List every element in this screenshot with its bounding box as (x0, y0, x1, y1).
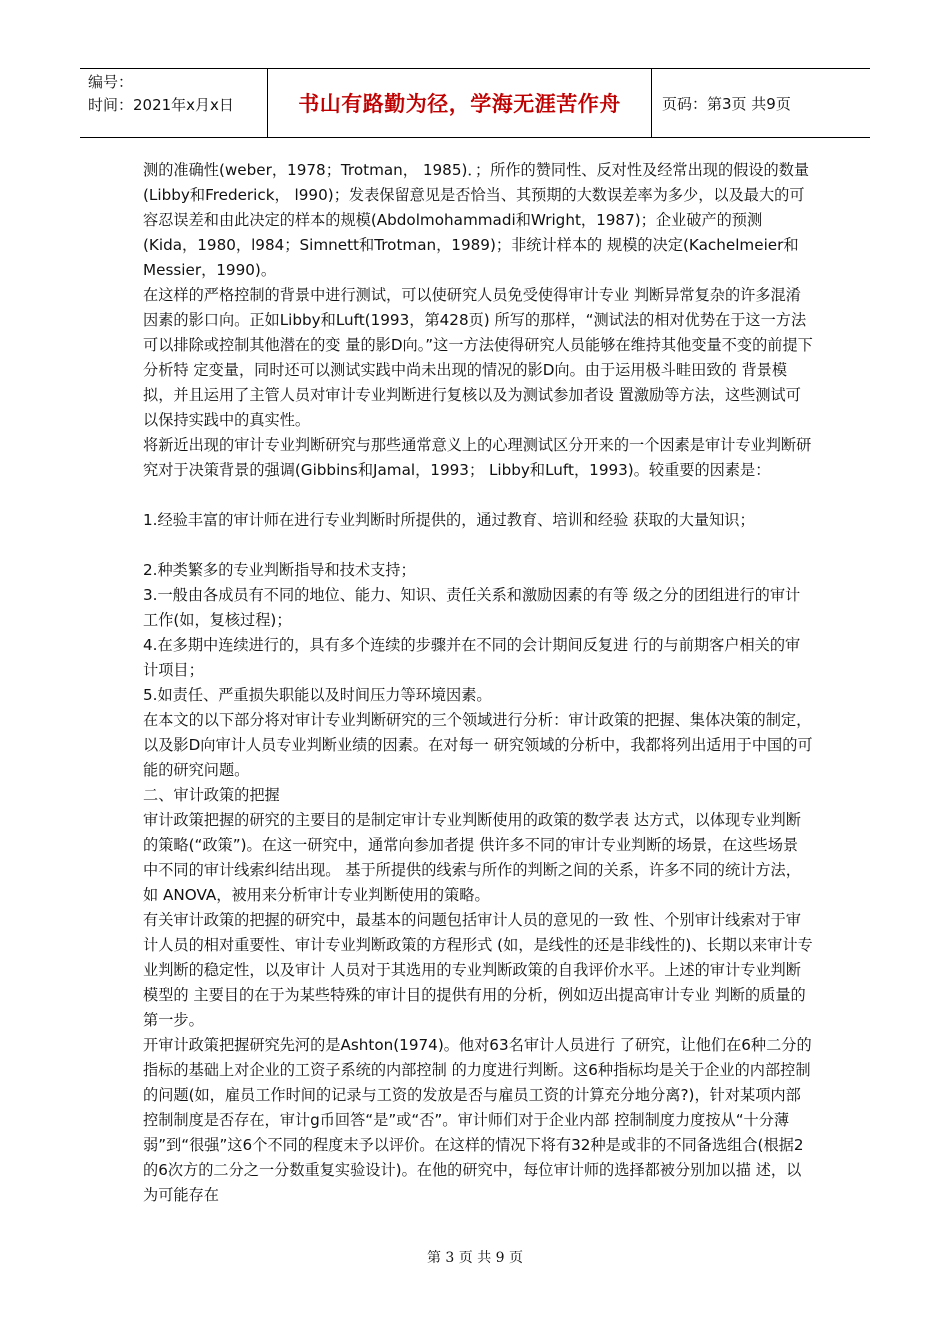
list-item: 2.种类繁多的专业判断指导和技术支持； (143, 561, 416, 579)
body-paragraph: 开审计政策把握研究先河的是Ashton(1974)。他对63名审计人员进行 了研究，让他们在6种二分的指标的基础上对企业的工资子系统的内部控制 的力度进行判断。这6种指标均是关于企业的内部控制的问题(如，雇员工作时间的记录与工资的发放是否与雇员工资的计算充分地分离?)，针对某项内部控制制度是否存在，审计g币回答“是”或“否”。审计师们对于企业内部 控制制度力度按从“十分薄弱”到“很强”这6个不同的程度末予以评价。在这样的情况下将有32种是或非的不同备选组合(根据2的6次方的二分之一分数重复实验设计)。在他的研究中，每位审计师的选择都被分别加以描 述，以为可能存在 (143, 1036, 812, 1204)
body-paragraph: 在这样的严格控制的背景中进行测试，可以使研究人员免受使得审计专业 判断异常复杂的许多混淆因素的影口向。正如Libby和Luft(1993，第428页) 所写的那样，“测试法的相对优势在于这一方法可以排除或控制其他潜在的变 量的影D向。”这一方法使得研究人员能够在维持其他变量不变的前提下分析特 定变量，同时还可以测试实践中尚未出现的情况的影D向。由于运用极斗畦田致的 背景模拟，并且运用了主管人员对审计专业判断进行复核以及为测试参加者设 置激励等方法，这些测试可以保持实践中的真实性。 (143, 286, 813, 429)
list-item: 5.如责任、严重损失职能以及时间压力等环境因素。 (143, 686, 492, 704)
paragraph-spacer (143, 483, 813, 508)
body-paragraph: 审计政策把握的研究的主要目的是制定审计专业判断使用的政策的数学表 达方式，以体现专业判断的策略(“政策”)。在这一研究中，通常向参加者提 供许多不同的审计专业判断的场景，在这些场景中不同的审计线索纠结出现。 基于所提供的线索与所作的判断之间的关系，许多不同的统计方法，如 ANOVA，被用来分析审计专业判断使用的策略。 (143, 811, 801, 904)
page-header (80, 68, 870, 138)
list-item: 3.一般由各成员有不同的地位、能力、知识、责任关系和激励因素的有等 级之分的团组进行的审计工作(如，复核过程)； (143, 586, 801, 629)
document-number-label: 编号： (88, 73, 134, 91)
list-item: 4.在多期中连续进行的，具有多个连续的步骤并在不同的会计期间反复进 行的与前期客户相关的审计项目； (143, 636, 801, 679)
list-item: 1.经验丰富的审计师在进行专业判断时所提供的，通过教育、培训和经验 获取的大量知识； (143, 511, 755, 529)
header-motto: 书山有路勤为径，学海无涯苦作舟 (268, 69, 652, 137)
body-paragraph: 将新近出现的审计专业判断研究与那些通常意义上的心理测试区分开来的一个因素是审计专业判断研究对于决策背景的强调(Gibbins和Jamal，1993； Libby和Luft，1993)。较重要的因素是： (143, 436, 812, 479)
body-paragraph: 有关审计政策的把握的研究中，最基本的问题包括审计人员的意见的一致 性、个别审计线索对于审计人员的相对重要性、审计专业判断政策的方程形式 (如，是线性的还是非线性的)、长期以来审计专业判断的稳定性，以及审计 人员对于其选用的专业判断政策的自我评价水平。上述的审计专业判断模型的 主要目的在于为某些特殊的审计目的提供有用的分析，例如迈出提高审计专业 判断的质量的第一步。 (143, 911, 813, 1029)
section-heading: 二、审计政策的把握 (143, 786, 280, 804)
paragraph-spacer (143, 533, 813, 558)
document-date: 时间：2021年x月x日 (88, 96, 234, 114)
page-footer: 第 3 页 共 9 页 (426, 1250, 524, 1266)
body-paragraph: 测的准确性(weber，1978；Trotman， 1985)．；所作的赞同性、反对性及经常出现的假设的数量(Libby和Frederick， l990)；发表保留意见是否恰当、其预期的大数误差率为多少，以及最大的可 容忍误差和由此决定的样本的规模(Abdolmohammadi和Wright，1987)；企业破产的预测(Kida，1980，l984；Simnett和Trotman，1989)；非统计样本的 规模的决定(Kachelmeier和Messier，1990)。 (143, 161, 810, 279)
document-body (143, 158, 813, 1208)
header-page-info: 页码：第3页 共9页 (662, 94, 791, 113)
header-meta (80, 69, 268, 137)
body-paragraph: 在本文的以下部分将对审计专业判断研究的三个领域进行分析：审计政策的把握、集体决策的制定，以及影D向审计人员专业判断业绩的因素。在对每一 研究领域的分析中，我都将列出适用于中国的可能的研究问题。 (143, 711, 813, 779)
